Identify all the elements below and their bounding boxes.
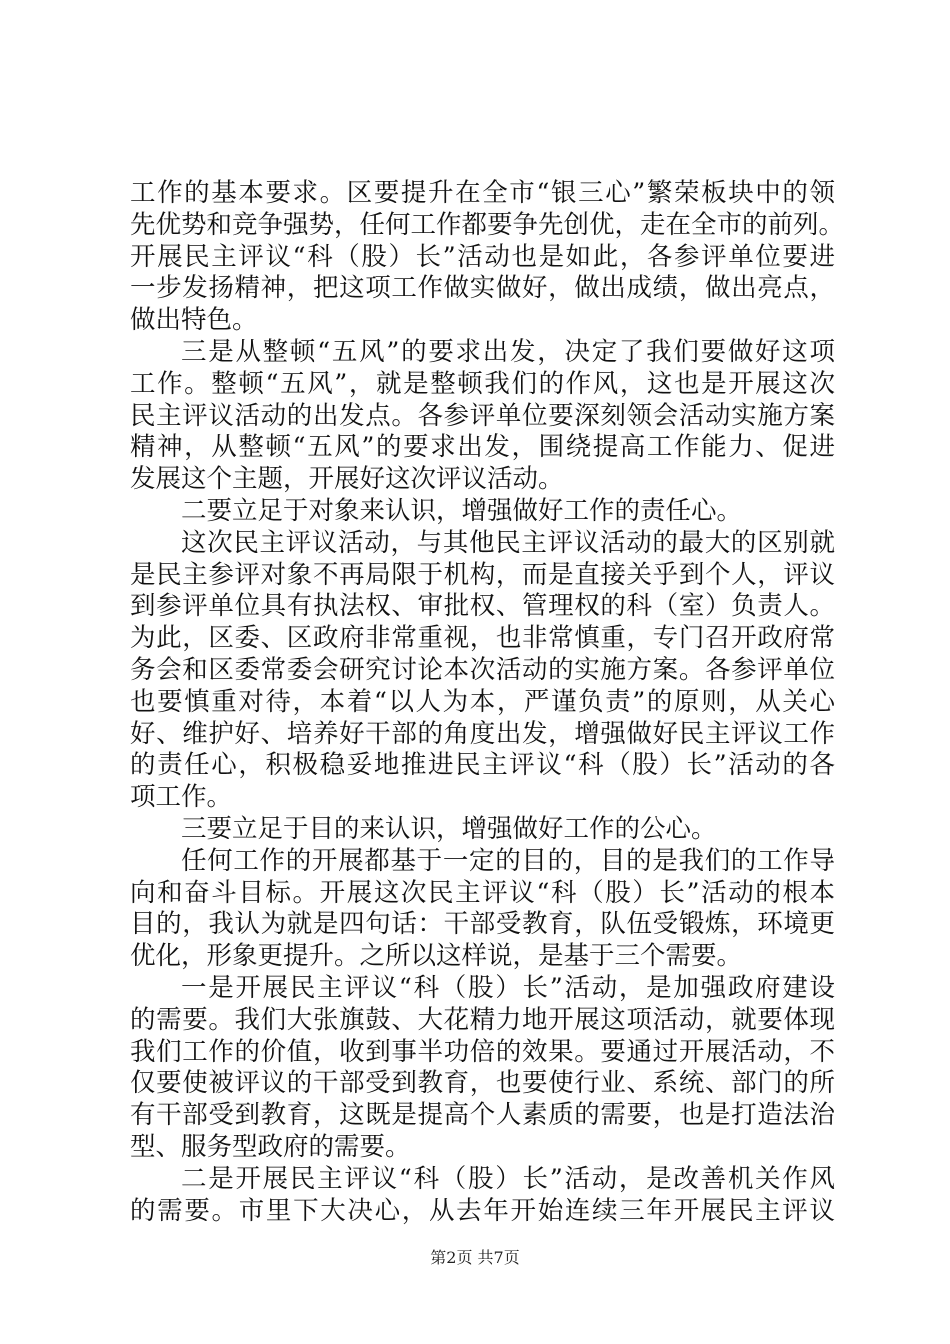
- text-line: 工作。整顿“五风”，就是整顿我们的作风，这也是开展这次: [130, 368, 835, 399]
- text-line: 民主评议活动的出发点。各参评单位要深刻领会活动实施方案: [130, 400, 835, 431]
- text-line: 项工作。: [130, 782, 233, 813]
- text-line: 目的，我认为就是四句话：干部受教育，队伍受锻炼，环境更: [130, 909, 835, 940]
- text-line: 工作的基本要求。区要提升在全市“银三心”繁荣板块中的领: [130, 178, 835, 208]
- text-line: 型、服务型政府的需要。: [130, 1131, 411, 1162]
- text-line: 是民主参评对象不再局限于机构，而是直接关乎到个人，评议: [130, 559, 835, 590]
- text-line: 向和奋斗目标。开展这次民主评议“科（股）长”活动的根本: [130, 877, 835, 908]
- text-line: 三要立足于目的来认识，增强做好工作的公心。: [181, 813, 717, 844]
- text-line: 优化，形象更提升。之所以这样说，是基于三个需要。: [130, 941, 743, 972]
- text-line: 为此，区委、区政府非常重视，也非常慎重，专门召开政府常: [130, 623, 835, 654]
- text-line: 任何工作的开展都基于一定的目的，目的是我们的工作导: [181, 845, 835, 876]
- text-line: 开展民主评议“科（股）长”活动也是如此，各参评单位要进: [130, 241, 835, 272]
- text-line: 有干部受到教育，这既是提高个人素质的需要，也是打造法治: [130, 1100, 835, 1131]
- text-line: 三是从整顿“五风”的要求出发，决定了我们要做好这项: [181, 336, 835, 367]
- text-line: 一是开展民主评议“科（股）长”活动，是加强政府建设: [181, 972, 835, 1003]
- text-line: 二是开展民主评议“科（股）长”活动，是改善机关作风: [181, 1163, 835, 1194]
- text-line: 先优势和竞争强势，任何工作都要争先创优，走在全市的前列。: [130, 209, 845, 240]
- text-line: 的需要。我们大张旗鼓、大花精力地开展这项活动，就要体现: [130, 1004, 835, 1035]
- text-line: 精神，从整顿“五风”的要求出发，围绕提高工作能力、促进: [130, 432, 835, 463]
- text-line: 仅要使被评议的干部受到教育，也要使行业、系统、部门的所: [130, 1068, 835, 1099]
- text-line: 做出特色。: [130, 305, 258, 336]
- document-body: [130, 178, 845, 1227]
- text-line: 到参评单位具有执法权、审批权、管理权的科（室）负责人。: [130, 591, 835, 622]
- text-line: 也要慎重对待，本着“以人为本，严谨负责”的原则，从关心: [130, 686, 835, 717]
- text-line: 务会和区委常委会研究讨论本次活动的实施方案。各参评单位: [130, 654, 835, 685]
- text-line: 我们工作的价值，收到事半功倍的效果。要通过开展活动，不: [130, 1036, 835, 1067]
- page-footer: 第2页 共7页: [430, 1248, 520, 1267]
- text-line: 这次民主评议活动，与其他民主评议活动的最大的区别就: [181, 527, 835, 558]
- text-line: 发展这个主题，开展好这次评议活动。: [130, 464, 564, 495]
- text-line: 一步发扬精神，把这项工作做实做好，做出成绩，做出亮点，: [130, 273, 835, 304]
- text-line: 好、维护好、培养好干部的角度出发，增强做好民主评议工作: [130, 718, 835, 749]
- text-line: 二要立足于对象来认识，增强做好工作的责任心。: [181, 495, 743, 526]
- text-line: 的责任心，积极稳妥地推进民主评议“科（股）长”活动的各: [130, 750, 835, 781]
- text-line: 的需要。市里下大决心，从去年开始连续三年开展民主评议: [130, 1195, 835, 1226]
